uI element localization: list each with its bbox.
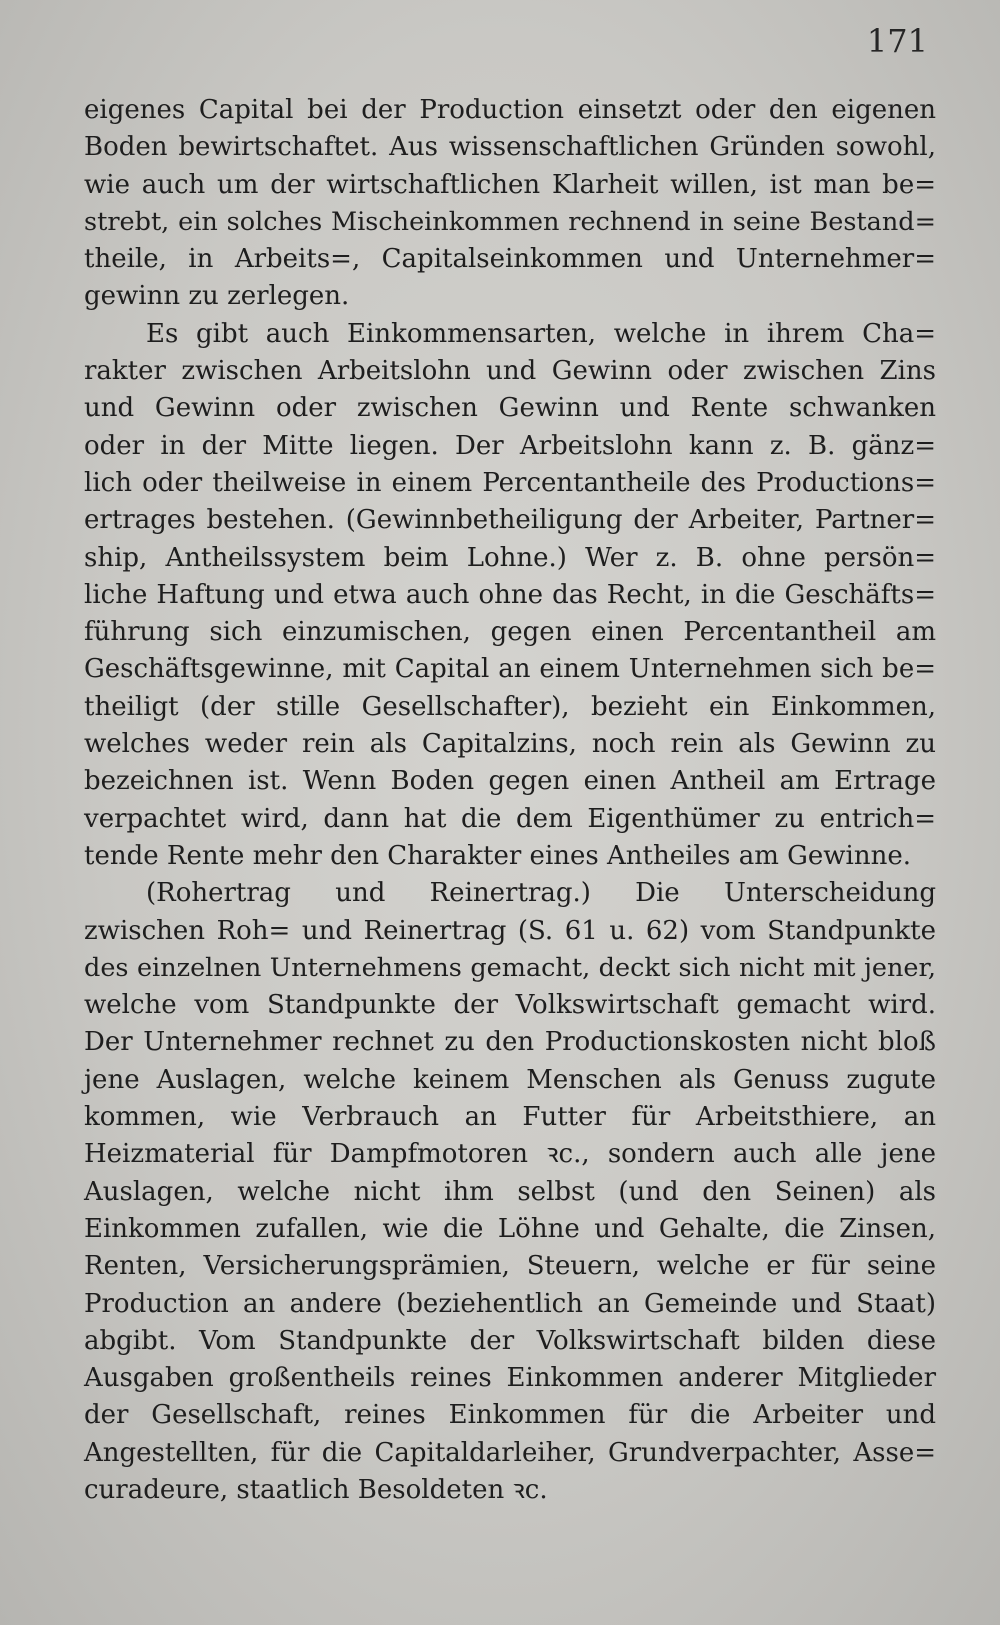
text-line: Boden bewirtschaftet. Aus wissenschaftlichen Gründen sowohl, [84, 132, 936, 163]
text-line: welche vom Standpunkte der Volkswirtschaft gemacht wird. [84, 990, 936, 1021]
text-line: gewinn zu zerlegen. [84, 281, 350, 312]
text-line: und Gewinn oder zwischen Gewinn und Rente schwanken [84, 393, 936, 424]
text-line: bezeichnen ist. Wenn Boden gegen einen Antheil am Ertrage [84, 766, 936, 797]
text-line: (Rohertrag und Reinertrag.) Die Unterscheidung [146, 878, 936, 909]
text-line: Geschäftsgewinne, mit Capital an einem Unternehmen sich be= [84, 654, 936, 685]
text-line: ship, Antheilssystem beim Lohne.) Wer z. B. ohne persön= [84, 542, 936, 573]
text-line: Ausgaben großentheils reines Einkommen anderer Mitglieder [84, 1363, 936, 1394]
text-line: liche Haftung und etwa auch ohne das Recht, in die Geschäfts= [84, 579, 936, 610]
text-line: jene Auslagen, welche keinem Menschen als Genuss zugute [84, 1064, 936, 1095]
text-line: tende Rente mehr den Charakter eines Antheiles am Gewinne. [84, 840, 912, 871]
text-line: strebt, ein solches Mischeinkommen rechnend in seine Bestand= [84, 206, 936, 237]
text-line: wie auch um der wirtschaftlichen Klarheit willen, ist man be= [84, 169, 936, 200]
text-line: Der Unternehmer rechnet zu den Productionskosten nicht bloß [84, 1027, 936, 1058]
text-line: Auslagen, welche nicht ihm selbst (und den Seinen) als [84, 1176, 936, 1207]
text-line: rakter zwischen Arbeitslohn und Gewinn oder zwischen Zins [84, 356, 936, 387]
text-line: Production an andere (beziehentlich an Gemeinde und Staat) [84, 1288, 936, 1319]
text-line: Es gibt auch Einkommensarten, welche in ihrem Cha= [146, 318, 936, 349]
text-line: lich oder theilweise in einem Percentantheile des Productions= [84, 467, 936, 498]
text-line: curadeure, staatlich Besoldeten ꝛc. [84, 1474, 548, 1505]
text-line: Angestellten, für die Capitaldarleiher, Grundverpachter, Asse= [84, 1437, 936, 1468]
text-line: welches weder rein als Capitalzins, noch rein als Gewinn zu [84, 729, 936, 760]
text-line: Einkommen zufallen, wie die Löhne und Gehalte, die Zinsen, [84, 1213, 936, 1244]
text-line: des einzelnen Unternehmens gemacht, deckt sich nicht mit jener, [84, 952, 936, 983]
text-line: zwischen Roh= und Reinertrag (S. 61 u. 62) vom Standpunkte [84, 915, 936, 946]
text-line: Heizmaterial für Dampfmotoren ꝛc., sondern auch alle jene [84, 1139, 936, 1170]
text-line: Renten, Versicherungsprämien, Steuern, welche er für seine [84, 1251, 936, 1282]
page-number: 171 [866, 22, 928, 60]
text-line: führung sich einzumischen, gegen einen Percentantheil am [84, 617, 936, 648]
text-line: theiligt (der stille Gesellschafter), bezieht ein Einkommen, [84, 691, 936, 722]
text-line: theile, in Arbeits=, Capitalseinkommen und Unternehmer= [84, 244, 936, 275]
body-text [84, 92, 936, 1509]
text-line: oder in der Mitte liegen. Der Arbeitslohn kann z. B. gänz= [84, 430, 936, 461]
text-line: eigenes Capital bei der Production einsetzt oder den eigenen [84, 95, 936, 125]
text-line: abgibt. Vom Standpunkte der Volkswirtschaft bilden diese [84, 1325, 936, 1356]
text-line: ertrages bestehen. (Gewinnbetheiligung der Arbeiter, Partner= [84, 505, 936, 536]
text-line: kommen, wie Verbrauch an Futter für Arbeitsthiere, an [84, 1102, 936, 1133]
text-line: verpachtet wird, dann hat die dem Eigenthümer zu entrich= [84, 803, 936, 834]
text-line: der Gesellschaft, reines Einkommen für die Arbeiter und [84, 1400, 936, 1431]
